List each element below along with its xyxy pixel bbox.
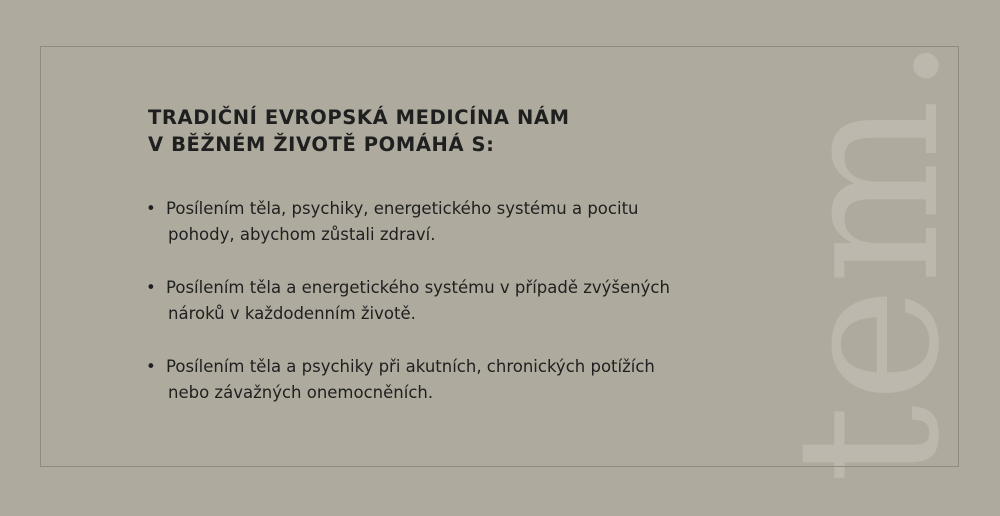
list-item — [146, 275, 806, 327]
list-item — [146, 196, 806, 248]
list-item-line-2: nebo závažných onemocněních. — [168, 383, 434, 402]
bullet-icon: • — [146, 278, 156, 297]
benefits-list — [146, 196, 806, 433]
heading-line-2: V BĚŽNÉM ŽIVOTĚ POMÁHÁ S: — [148, 133, 495, 156]
list-item — [146, 354, 806, 406]
list-item-line-1: Posílením těla a psychiky při akutních, chronických potížích — [166, 357, 655, 376]
list-item-line-2: pohody, abychom zůstali zdraví. — [168, 225, 436, 244]
bullet-icon: • — [146, 357, 156, 376]
list-item-line-1: Posílením těla a energetického systému v případě zvýšených — [166, 278, 670, 297]
heading — [148, 104, 570, 158]
list-item-line-1: Posílením těla, psychiky, energetického systému a pocitu — [166, 199, 639, 218]
list-item-line-2: nároků v každodenním životě. — [168, 304, 416, 323]
heading-line-1: TRADIČNÍ EVROPSKÁ MEDICÍNA NÁM — [148, 106, 570, 129]
watermark-text: tem. — [755, 32, 983, 484]
bullet-icon: • — [146, 199, 156, 218]
